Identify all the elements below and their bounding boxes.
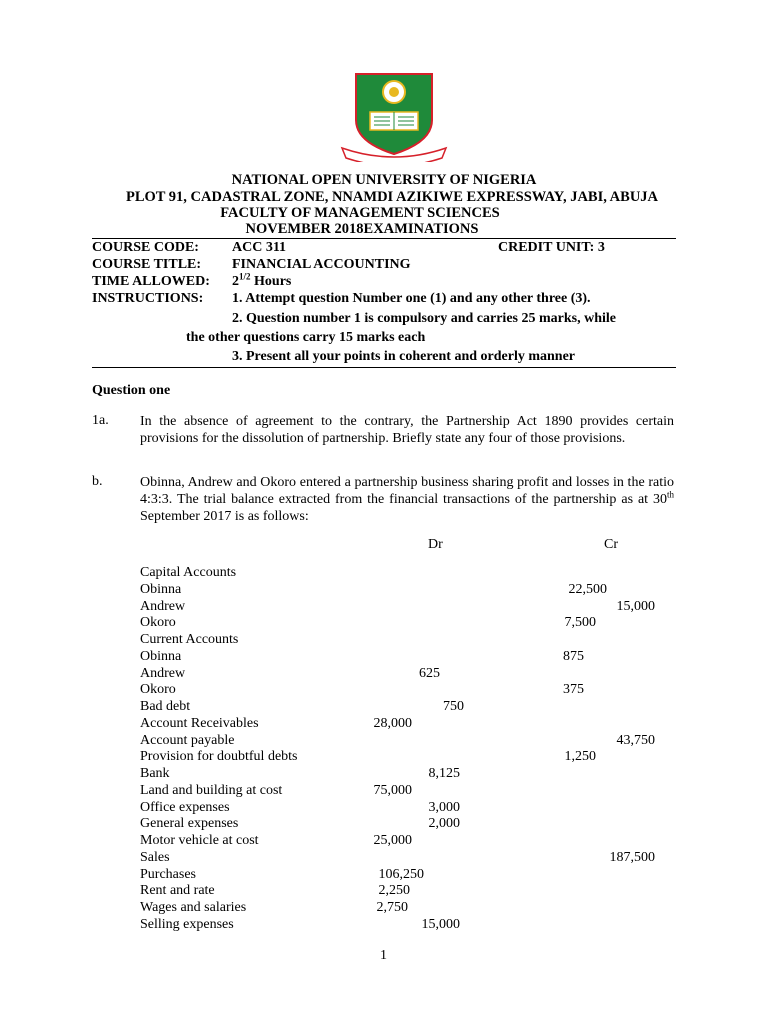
trial-balance-dr-value: 750 [443,699,464,714]
trial-balance-label: Account Receivables [140,715,259,731]
trial-balance-dr-value: 25,000 [373,833,412,848]
trial-balance-cr-value: 187,500 [609,849,655,865]
time-allowed-label: TIME ALLOWED: [92,274,210,289]
trial-balance-dr-value: 2,750 [376,900,408,915]
header-divider-top [92,238,676,239]
question-1a-text: In the absence of agreement to the contrary, the Partnership Act 1890 provides certain provisions for the dissolution of partnership. Briefly state any four of those provisions. [140,414,674,446]
trial-balance-label: Capital Accounts [140,565,237,580]
instruction-2-cont: the other questions carry 15 marks each [186,330,426,345]
trial-balance-dr-value: 625 [419,665,440,681]
cr-column-header: Cr [604,537,618,552]
course-code-label: COURSE CODE: [92,240,199,255]
university-crest-icon [340,70,448,162]
faculty-name: FACULTY OF MANAGEMENT SCIENCES [220,205,500,221]
instructions-label: INSTRUCTIONS: [92,291,204,306]
university-logo [340,70,448,162]
trial-balance-label: Andrew [140,665,186,681]
instruction-2: 2. Question number 1 is compulsory and carries 25 marks, while [232,311,616,326]
trial-balance-dr-value: 15,000 [421,916,460,932]
trial-balance-label: Land and building at cost [140,782,283,798]
trial-balance-dr-value: 8,125 [428,766,460,781]
trial-balance-dr-value: 2,250 [378,883,410,899]
trial-balance-label: Okoro [140,615,176,631]
trial-balance-cr-value: 43,750 [616,732,655,748]
university-name: NATIONAL OPEN UNIVERSITY OF NIGERIA [231,172,537,188]
trial-balance-label: Purchases [140,866,196,882]
trial-balance-label: Office expenses [140,799,230,815]
trial-balance-dr-value: 75,000 [373,782,412,798]
trial-balance-cr-value: 375 [563,682,584,698]
trial-balance-cr-value: 22,500 [568,581,607,597]
trial-balance-cr-value: 7,500 [564,615,596,631]
trial-balance-cr-value: 875 [563,648,584,664]
trial-balance-dr-value: 2,000 [428,816,460,832]
university-address: PLOT 91, CADASTRAL ZONE, NNAMDI AZIKIWE EXPRESSWAY, JABI, ABUJA [125,189,659,205]
instruction-3: 3. Present all your points in coherent and orderly manner [232,349,575,364]
question-1a-number: 1a. [92,413,109,428]
trial-balance-cr-value: 15,000 [616,598,655,614]
question-heading: Question one [92,383,171,398]
trial-balance-dr-value: 106,250 [378,866,424,882]
trial-balance-cr-value: 1,250 [564,749,596,765]
course-code-value: ACC 311 [232,240,287,255]
question-b-text: Obinna, Andrew and Okoro entered a partnership business sharing profit and losses in the ratio 4:3:3. The trial balance extracted from the financial transactions of the partnership as at 30th September 2017 is as follows: [140,475,674,524]
question-b-number: b. [92,474,103,489]
trial-balance-label: Okoro [140,682,176,698]
course-title-label: COURSE TITLE: [92,257,202,272]
trial-balance-label: Selling expenses [140,916,234,932]
trial-balance-label: Account payable [140,732,235,748]
page-number: 1 [380,948,387,963]
trial-balance-label: Current Accounts [140,632,239,647]
trial-balance-label: General expenses [140,816,239,832]
trial-balance-label: Rent and rate [140,883,215,899]
trial-balance-label: Bank [140,766,170,781]
time-allowed-value: $2^{1/2}$ Hours [232,271,292,289]
trial-balance-label: Obinna [140,581,182,597]
trial-balance-label: Provision for doubtful debts [140,749,298,765]
course-title-value: FINANCIAL ACCOUNTING [232,257,411,272]
dr-column-header: Dr [428,537,443,552]
header-divider-bottom [92,367,676,368]
trial-balance-label: Sales [140,849,170,865]
trial-balance-label: Obinna [140,648,182,664]
trial-balance-label: Wages and salaries [140,900,247,915]
trial-balance-label: Motor vehicle at cost [140,833,259,848]
credit-unit: CREDIT UNIT: 3 [498,240,605,255]
trial-balance-label: Bad debt [140,699,191,714]
instruction-1: 1. Attempt question Number one (1) and any other three (3). [232,291,591,306]
trial-balance-label: Andrew [140,598,186,614]
trial-balance-dr-value: 28,000 [373,715,412,731]
trial-balance-dr-value: 3,000 [428,799,460,815]
exam-session: NOVEMBER 2018EXAMINATIONS [245,221,479,237]
